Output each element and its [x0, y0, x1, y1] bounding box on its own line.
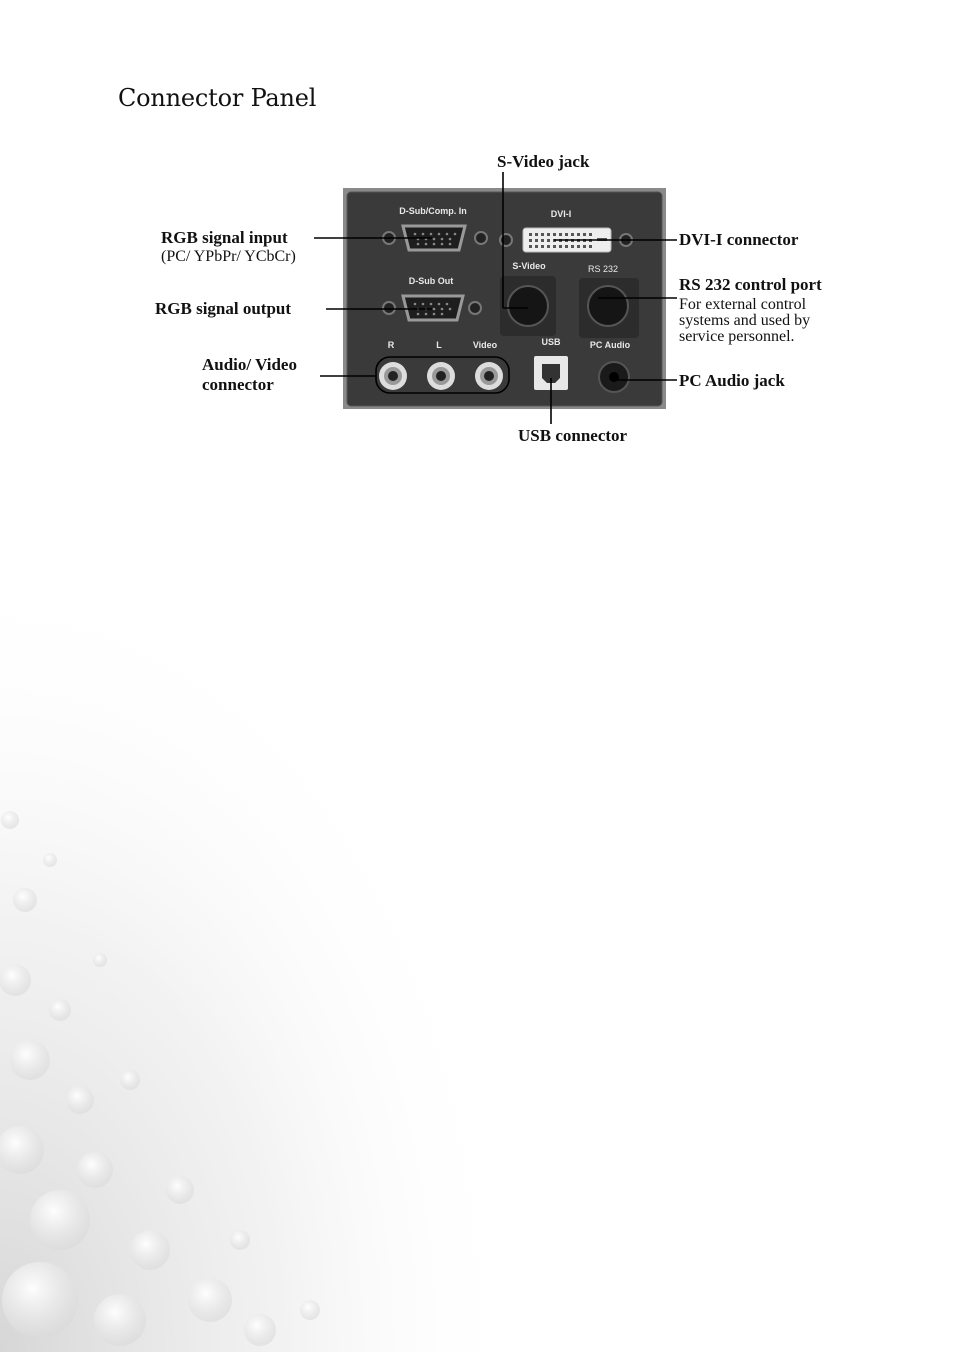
label-dvi-connector: DVI-I connector: [679, 230, 799, 249]
panel-label-dsub-comp-in: D-Sub/Comp. In: [399, 206, 467, 216]
label-av-connector-line1: Audio/ Video: [202, 355, 297, 374]
label-rs232-control-port: RS 232 control port: [679, 275, 822, 294]
panel-label-dvi: DVI-I: [550, 209, 572, 219]
label-rs232-desc-line2: systems and used by: [679, 312, 811, 329]
screw-icon: [383, 302, 395, 314]
panel-label-svideo: S-Video: [512, 261, 546, 271]
rca-jack-icon: [379, 362, 407, 390]
label-rgb-signal-input-sub: (PC/ YPbPr/ YCbCr): [161, 248, 296, 265]
svideo-port-icon: [508, 286, 548, 326]
rca-jack-icon: [427, 362, 455, 390]
label-rgb-signal-input: RGB signal input: [161, 228, 288, 247]
rca-jack-icon: [475, 362, 503, 390]
label-rs232-desc-line3: service personnel.: [679, 328, 795, 345]
screw-icon: [475, 232, 487, 244]
panel-label-video: Video: [472, 340, 498, 350]
vga-port-icon: [403, 296, 463, 320]
screw-icon: [500, 234, 512, 246]
panel-label-pc-audio: PC Audio: [589, 340, 631, 350]
rs232-port-icon: [588, 286, 628, 326]
panel-label-r: R: [387, 340, 395, 350]
panel-label-l: L: [436, 340, 442, 350]
label-rs232-desc-line1: For external control: [679, 296, 807, 313]
panel-label-usb: USB: [541, 337, 561, 347]
label-rgb-signal-output: RGB signal output: [155, 299, 292, 318]
screw-icon: [620, 234, 632, 246]
screw-icon: [469, 302, 481, 314]
panel-label-rs232: RS 232: [587, 264, 619, 274]
panel-label-dsub-out: D-Sub Out: [408, 276, 454, 286]
label-av-connector-line2: connector: [202, 375, 274, 394]
connector-panel-image: [343, 188, 666, 409]
label-pc-audio-jack: PC Audio jack: [679, 371, 785, 390]
label-svideo-jack: S-Video jack: [497, 152, 590, 171]
screw-icon: [383, 232, 395, 244]
label-usb-connector: USB connector: [518, 426, 628, 445]
page-title: Connector Panel: [118, 84, 317, 112]
